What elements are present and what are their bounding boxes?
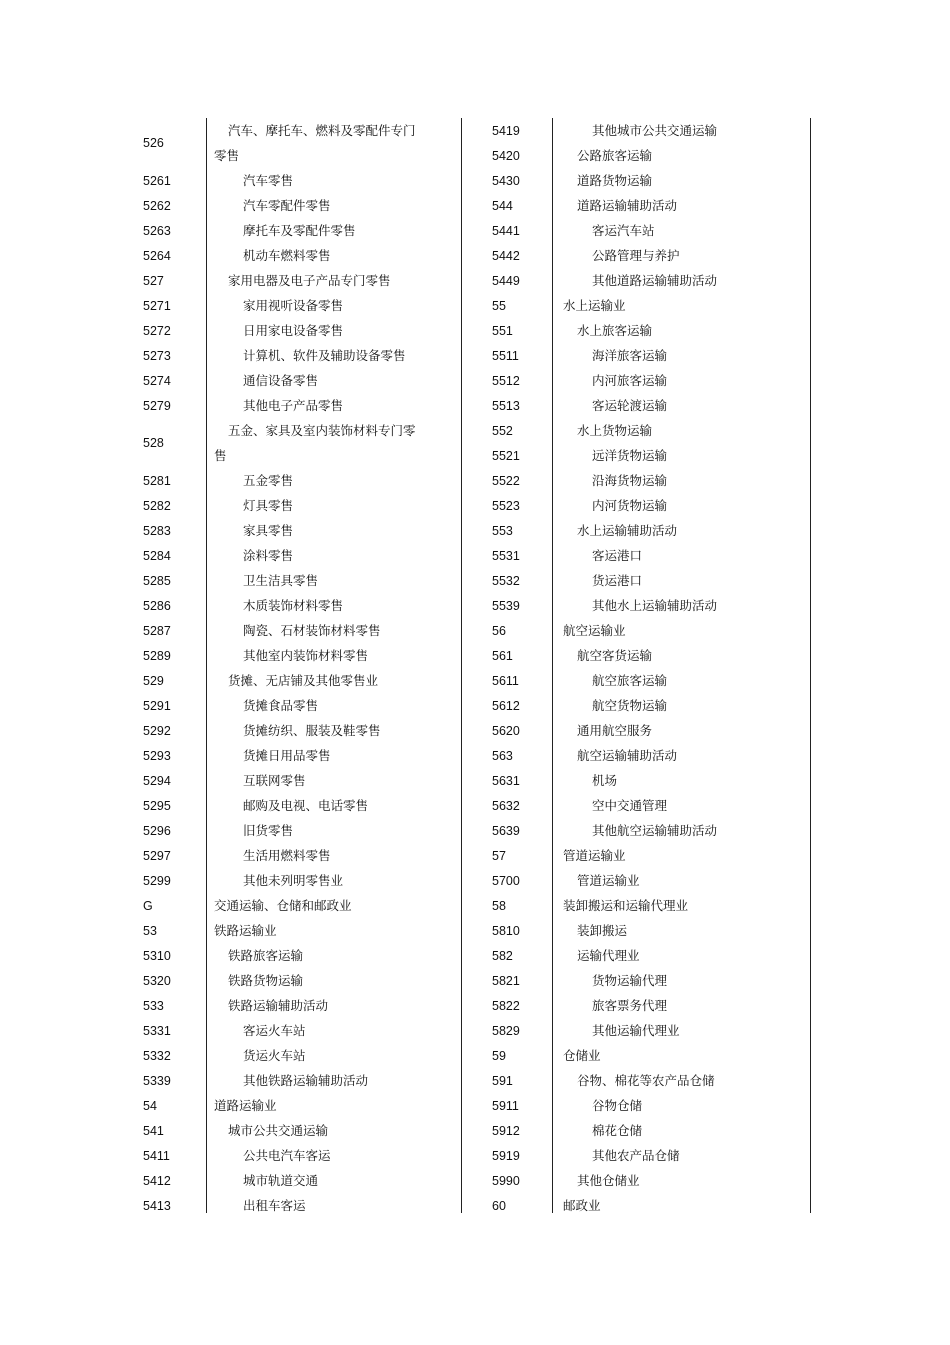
industry-name: 其他航空运输辅助活动 (592, 823, 718, 838)
industry-name: 通用航空服务 (577, 723, 653, 738)
industry-name: 邮政业 (563, 1198, 601, 1213)
industry-code: 5287 (143, 623, 171, 638)
table-row (492, 843, 802, 868)
table-row (492, 868, 802, 893)
table-row (143, 1143, 443, 1168)
industry-name: 涂料零售 (243, 548, 294, 563)
industry-code: 5285 (143, 573, 171, 588)
industry-code: 57 (492, 848, 506, 863)
table-row (492, 118, 802, 143)
table-row (143, 968, 443, 993)
industry-code: 5332 (143, 1048, 171, 1063)
industry-name: 货运火车站 (243, 1048, 306, 1063)
table-row (492, 1143, 802, 1168)
table-row (143, 468, 443, 493)
industry-code: 5310 (143, 948, 171, 963)
table-row (492, 218, 802, 243)
industry-name: 装卸搬运和运输代理业 (563, 898, 689, 913)
table-row (492, 518, 802, 543)
industry-name: 公共电汽车客运 (243, 1148, 331, 1163)
industry-name: 五金、家具及室内装饰材料专门零售 (214, 423, 416, 463)
industry-code: 5286 (143, 598, 171, 613)
industry-code: 5620 (492, 723, 520, 738)
industry-name: 其他仓储业 (577, 1173, 640, 1188)
table-row (492, 943, 802, 968)
industry-name: 货物运输代理 (592, 973, 668, 988)
industry-code: 5293 (143, 748, 171, 763)
table-row (492, 918, 802, 943)
industry-name: 铁路运输业 (214, 923, 277, 938)
industry-name: 木质装饰材料零售 (243, 598, 344, 613)
table-row (492, 793, 802, 818)
industry-name: 卫生洁具零售 (243, 573, 319, 588)
table-row (143, 643, 443, 668)
industry-name: 货运港口 (592, 573, 643, 588)
industry-name: 运输代理业 (577, 948, 640, 963)
industry-name: 货摊、无店铺及其他零售业 (228, 673, 379, 688)
table-row (143, 193, 443, 218)
industry-name: 其他水上运输辅助活动 (592, 598, 718, 613)
industry-code: 54 (143, 1098, 157, 1113)
industry-name: 五金零售 (243, 473, 294, 488)
table-row (492, 1193, 802, 1218)
industry-code: 56 (492, 623, 506, 638)
industry-code: 5522 (492, 473, 520, 488)
table-row (492, 168, 802, 193)
industry-name: 计算机、软件及辅助设备零售 (243, 348, 406, 363)
table-row (143, 993, 443, 1018)
industry-code: 5331 (143, 1023, 171, 1038)
industry-code: 5282 (143, 498, 171, 513)
industry-code: 544 (492, 198, 513, 213)
table-row (492, 668, 802, 693)
industry-code: 5294 (143, 773, 171, 788)
table-row (143, 543, 443, 568)
industry-code: 5295 (143, 798, 171, 813)
industry-code: 5299 (143, 873, 171, 888)
industry-code: 5513 (492, 398, 520, 413)
column-divider (461, 118, 462, 1213)
industry-code: 552 (492, 423, 513, 438)
industry-name: 客运港口 (592, 548, 643, 563)
industry-code: 5441 (492, 223, 520, 238)
industry-code: 526 (143, 136, 164, 150)
industry-code: 5532 (492, 573, 520, 588)
industry-code: 5279 (143, 398, 171, 413)
industry-name: 机场 (592, 773, 618, 788)
industry-code: 5263 (143, 223, 171, 238)
industry-name: 货摊纺织、服装及鞋零售 (243, 723, 381, 738)
industry-code: 5990 (492, 1173, 520, 1188)
industry-code: 5272 (143, 323, 171, 338)
table-row (492, 1018, 802, 1043)
industry-name: 内河旅客运输 (592, 373, 668, 388)
table-row (143, 1043, 443, 1068)
industry-name: 其他运输代理业 (592, 1023, 680, 1038)
industry-name: 航空客货运输 (577, 648, 653, 663)
table-row (143, 1118, 443, 1143)
table-row (492, 418, 802, 443)
industry-name: 公路管理与养护 (592, 248, 680, 263)
left-classification-table (143, 118, 443, 1218)
industry-code: 5274 (143, 373, 171, 388)
industry-code: 5822 (492, 998, 520, 1013)
table-row (492, 1168, 802, 1193)
industry-name: 其他城市公共交通运输 (592, 123, 718, 138)
industry-code: 582 (492, 948, 513, 963)
industry-code: 5632 (492, 798, 520, 813)
table-row (143, 693, 443, 718)
industry-code: 541 (143, 1123, 164, 1138)
industry-code: 5411 (143, 1148, 170, 1163)
industry-name: 内河货物运输 (592, 498, 668, 513)
industry-code: 5273 (143, 348, 171, 363)
industry-code: 5612 (492, 698, 520, 713)
industry-name: 仓储业 (563, 1048, 601, 1063)
industry-code: 59 (492, 1048, 506, 1063)
industry-code: 5283 (143, 523, 171, 538)
industry-code: 5281 (143, 473, 171, 488)
table-row (143, 393, 443, 418)
table-row (143, 1068, 443, 1093)
table-row (492, 143, 802, 168)
industry-name: 管道运输业 (563, 848, 626, 863)
industry-code: 5911 (492, 1098, 519, 1113)
industry-code: 5521 (492, 448, 520, 463)
table-row (492, 393, 802, 418)
table-row (143, 218, 443, 243)
table-row (143, 593, 443, 618)
table-row (492, 693, 802, 718)
industry-code: 5829 (492, 1023, 520, 1038)
table-row (143, 668, 443, 693)
industry-name: 邮购及电视、电话零售 (243, 798, 369, 813)
industry-code: 5449 (492, 273, 520, 288)
industry-name: 航空旅客运输 (592, 673, 668, 688)
table-row (143, 1193, 443, 1218)
industry-name: 远洋货物运输 (592, 448, 668, 463)
industry-code: 528 (143, 436, 164, 450)
table-row (143, 293, 443, 318)
industry-code: 553 (492, 523, 513, 538)
industry-name: 谷物仓储 (592, 1098, 643, 1113)
industry-code: 5297 (143, 848, 171, 863)
table-row (143, 843, 443, 868)
industry-name: 其他农产品仓储 (592, 1148, 680, 1163)
table-row (492, 618, 802, 643)
industry-code: 5413 (143, 1198, 171, 1213)
industry-name: 灯具零售 (243, 498, 294, 513)
table-row (143, 118, 443, 168)
table-row (143, 243, 443, 268)
industry-code: 5320 (143, 973, 171, 988)
table-row (143, 368, 443, 393)
industry-code: 5611 (492, 673, 519, 688)
table-row (492, 193, 802, 218)
table-row (143, 1093, 443, 1118)
table-row (492, 368, 802, 393)
industry-code: 5261 (143, 173, 171, 188)
table-row (143, 743, 443, 768)
industry-name: 摩托车及零配件零售 (243, 223, 356, 238)
industry-code: 55 (492, 298, 506, 313)
table-row (143, 1168, 443, 1193)
table-row (143, 343, 443, 368)
industry-name: 机动车燃料零售 (243, 248, 331, 263)
table-row (143, 168, 443, 193)
industry-name: 棉花仓储 (592, 1123, 643, 1138)
industry-name: 海洋旅客运输 (592, 348, 668, 363)
industry-code: 5539 (492, 598, 520, 613)
industry-name: 其他室内装饰材料零售 (243, 648, 369, 663)
industry-code: 529 (143, 673, 164, 688)
industry-code: 53 (143, 923, 157, 938)
table-row (492, 718, 802, 743)
table-row (143, 918, 443, 943)
table-row (492, 318, 802, 343)
industry-code: 5531 (492, 548, 520, 563)
industry-code: 533 (143, 998, 164, 1013)
industry-name: 城市轨道交通 (243, 1173, 319, 1188)
table-row (492, 593, 802, 618)
industry-code: 5639 (492, 823, 520, 838)
industry-code: 5284 (143, 548, 171, 563)
table-row (492, 1068, 802, 1093)
table-row (492, 543, 802, 568)
industry-name: 交通运输、仓储和邮政业 (214, 898, 352, 913)
industry-code: 591 (492, 1073, 513, 1088)
industry-name: 家用电器及电子产品专门零售 (228, 273, 391, 288)
table-row (492, 643, 802, 668)
table-row (143, 718, 443, 743)
table-row (492, 293, 802, 318)
industry-code: 5430 (492, 173, 520, 188)
table-row (143, 818, 443, 843)
industry-name: 通信设备零售 (243, 373, 319, 388)
industry-code: 60 (492, 1198, 506, 1213)
industry-name: 客运火车站 (243, 1023, 306, 1038)
industry-code: 5339 (143, 1073, 171, 1088)
table-row (492, 1043, 802, 1068)
industry-code: 5700 (492, 873, 520, 888)
industry-name: 互联网零售 (243, 773, 306, 788)
industry-code: 5912 (492, 1123, 520, 1138)
industry-name: 道路运输辅助活动 (577, 198, 678, 213)
industry-name: 其他铁路运输辅助活动 (243, 1073, 369, 1088)
industry-code: 5511 (492, 348, 519, 363)
industry-name: 旅客票务代理 (592, 998, 668, 1013)
industry-name: 其他未列明零售业 (243, 873, 344, 888)
table-row (492, 968, 802, 993)
industry-name: 水上运输业 (563, 298, 626, 313)
industry-name: 航空货物运输 (592, 698, 668, 713)
industry-code: 58 (492, 898, 506, 913)
industry-name: 管道运输业 (577, 873, 640, 888)
industry-name: 日用家电设备零售 (243, 323, 344, 338)
industry-name: 城市公共交通运输 (228, 1123, 329, 1138)
table-row (492, 1118, 802, 1143)
industry-code: 5271 (143, 298, 171, 313)
table-row (492, 568, 802, 593)
table-row (492, 243, 802, 268)
industry-code: 5289 (143, 648, 171, 663)
table-row (143, 868, 443, 893)
right-classification-table (492, 118, 802, 1218)
table-row (492, 443, 802, 468)
table-row (492, 993, 802, 1018)
table-row (143, 568, 443, 593)
industry-code: 5412 (143, 1173, 171, 1188)
industry-name: 空中交通管理 (592, 798, 668, 813)
industry-name: 水上运输辅助活动 (577, 523, 678, 538)
industry-code: 5292 (143, 723, 171, 738)
table-row (492, 768, 802, 793)
industry-code: 5442 (492, 248, 520, 263)
industry-name: 出租车客运 (243, 1198, 306, 1213)
industry-code: 5919 (492, 1148, 520, 1163)
industry-name: 货摊食品零售 (243, 698, 319, 713)
industry-name: 道路运输业 (214, 1098, 277, 1113)
table-row (492, 818, 802, 843)
industry-code: 5810 (492, 923, 520, 938)
industry-name: 旧货零售 (243, 823, 294, 838)
industry-name: 其他电子产品零售 (243, 398, 344, 413)
industry-name: 家具零售 (243, 523, 294, 538)
table-row (492, 1093, 802, 1118)
industry-code: 527 (143, 273, 164, 288)
industry-code: G (143, 898, 153, 913)
table-row (143, 493, 443, 518)
industry-code: 563 (492, 748, 513, 763)
industry-name: 谷物、棉花等农产品仓储 (577, 1073, 715, 1088)
industry-code: 5512 (492, 373, 520, 388)
industry-name: 航空运输辅助活动 (577, 748, 678, 763)
table-row (143, 418, 443, 468)
table-row (492, 893, 802, 918)
industry-name: 陶瓷、石材装饰材料零售 (243, 623, 381, 638)
industry-name: 客运轮渡运输 (592, 398, 668, 413)
industry-code: 561 (492, 648, 513, 663)
industry-name: 汽车、摩托车、燃料及零配件专门零售 (214, 123, 416, 163)
industry-code: 5419 (492, 123, 520, 138)
industry-name: 装卸搬运 (577, 923, 628, 938)
industry-code: 5291 (143, 698, 171, 713)
industry-name: 沿海货物运输 (592, 473, 668, 488)
table-row (143, 518, 443, 543)
table-row (143, 268, 443, 293)
table-row (492, 468, 802, 493)
industry-code: 5296 (143, 823, 171, 838)
industry-name: 客运汽车站 (592, 223, 655, 238)
industry-code: 5821 (492, 973, 520, 988)
industry-name: 水上货物运输 (577, 423, 653, 438)
industry-name: 汽车零配件零售 (243, 198, 331, 213)
industry-name: 水上旅客运输 (577, 323, 653, 338)
industry-name: 家用视听设备零售 (243, 298, 344, 313)
table-row (492, 743, 802, 768)
table-row (492, 343, 802, 368)
table-row (143, 768, 443, 793)
industry-name: 公路旅客运输 (577, 148, 653, 163)
industry-code: 551 (492, 323, 513, 338)
table-row (143, 793, 443, 818)
table-row (143, 893, 443, 918)
industry-name: 汽车零售 (243, 173, 294, 188)
industry-code: 5523 (492, 498, 520, 513)
table-row (492, 493, 802, 518)
industry-name: 铁路运输辅助活动 (228, 998, 329, 1013)
table-row (492, 268, 802, 293)
industry-code: 5262 (143, 198, 171, 213)
industry-code: 5264 (143, 248, 171, 263)
table-row (143, 618, 443, 643)
industry-name: 货摊日用品零售 (243, 748, 331, 763)
industry-name: 其他道路运输辅助活动 (592, 273, 718, 288)
industry-code: 5420 (492, 148, 520, 163)
industry-code: 5631 (492, 773, 520, 788)
table-row (143, 318, 443, 343)
table-row (143, 1018, 443, 1043)
industry-name: 航空运输业 (563, 623, 626, 638)
industry-name: 道路货物运输 (577, 173, 653, 188)
industry-name: 生活用燃料零售 (243, 848, 331, 863)
industry-name: 铁路旅客运输 (228, 948, 304, 963)
industry-name: 铁路货物运输 (228, 973, 304, 988)
table-row (143, 943, 443, 968)
